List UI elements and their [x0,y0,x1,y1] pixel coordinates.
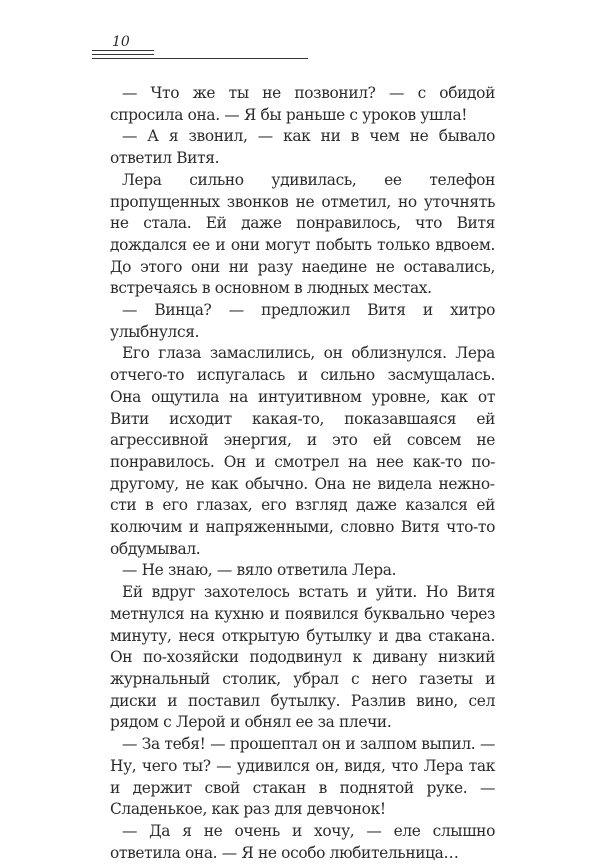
paragraph: Его глаза замаслились, он облизнулся. Лера отчего-то испугалась и сильно засмущалась. Она ощутила на интуитивном уровне, как от Вити исходит какая-то, показавшаяся ей агрессивной энергия, и это ей совсем не понравилось. Он и смотрел на нее как-то по-другому, не как обычно. Она не видела нежности в его глазах, его взгляд даже казался ей колючим и напряженными, словно Витя что-то обдумывал. [110,344,495,558]
header-rule-short-1 [92,50,154,51]
paragraph: — Не знаю, — вяло ответила Лера. [122,561,397,580]
page-header [92,34,308,70]
paragraph: — За тебя! — прошептал он и залпом выпил. — Ну, чего ты? — удивился он, видя, что Лера так и держит свой стакан в поднятой руке. — Сладенькое, как раз для девчонок! [110,735,495,819]
paragraph: — А я звонил, — как ни в чем не бывало ответил Витя. [110,127,495,168]
paragraph: — Что же ты не позвонил? — с обидой спросила она. — Я бы раньше с уроков ушла! [110,84,495,124]
paragraph: — Да я не очень и хочу, — еле слышно ответила она. — Я не особо любительница… [110,821,495,862]
header-rule-short-2 [92,54,154,55]
page-number: 10 [112,34,130,50]
paragraph: Ей вдруг захотелось встать и уйти. Но Витя метнулся на кухню и появился буквально через минуту, неся открытую бутылку и два стакана. Он по-хозяйски пододвинул к дивану низкий журнальный столик, убрал с него газеты и диски и поставил бутылку. Разлив вино, сел рядом с Лерой и обнял ее за плечи. [110,583,495,732]
text-body [110,83,495,864]
paragraph: — Винца? — предложил Витя и хитро улыбнулся. [110,301,495,341]
header-rule-long [92,58,308,59]
paragraph: Лера сильно удивилась, ее телефон пропущенных звонков не отметил, но уточнять не стала. Ей даже понравилось, что Витя дождался ее и они могут побыть только вдвоем. До этого они ни разу наедине не оставались, встречаясь в основном в людных местах. [110,170,495,298]
